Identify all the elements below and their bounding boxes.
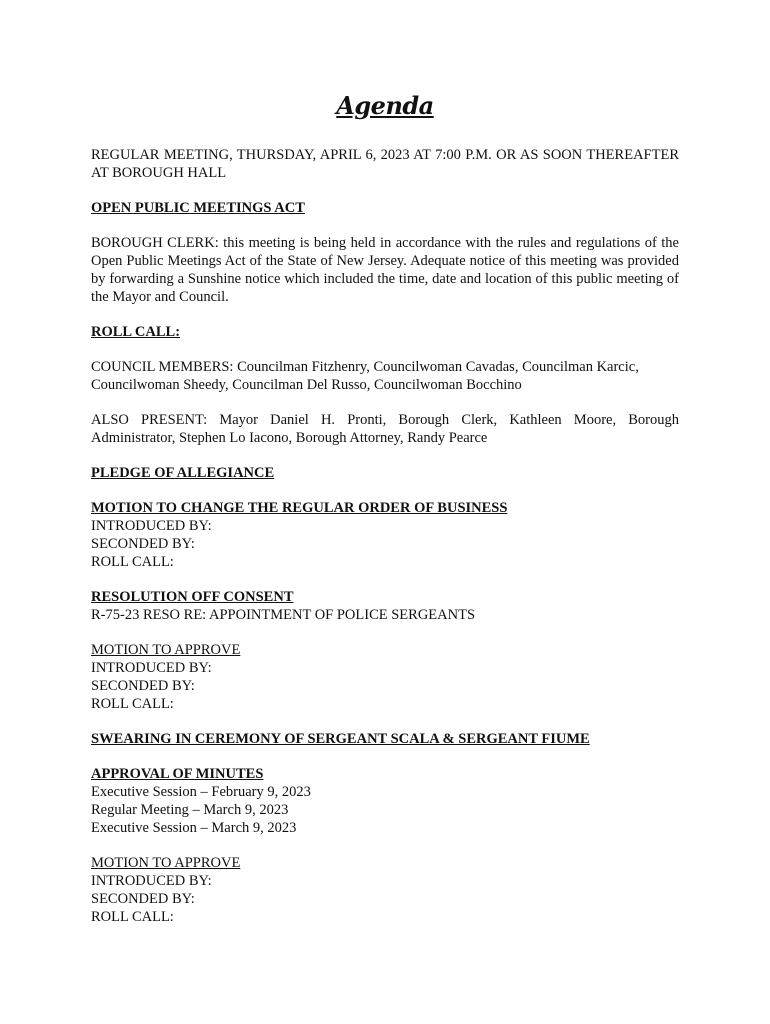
introduced-by: INTRODUCED BY: [91, 518, 212, 534]
seconded-by: SECONDED BY: [91, 536, 195, 552]
introduced-by: INTRODUCED BY: [91, 873, 212, 889]
minutes-item: Regular Meeting – March 9, 2023 [91, 802, 289, 818]
resolution-heading: RESOLUTION OFF CONSENT [91, 589, 294, 605]
motion-approve-section-1 [91, 641, 679, 713]
council-members: COUNCIL MEMBERS: Councilman Fitzhenry, Councilwoman Cavadas, Councilman Karcic, Councilwoman Sheedy, Councilman Del Russo, Councilwoman Bocchino [91, 359, 639, 393]
minutes-item: Executive Session – February 9, 2023 [91, 784, 311, 800]
opma-heading: OPEN PUBLIC MEETINGS ACT [91, 200, 305, 216]
opma-heading-block [91, 199, 679, 217]
page-title: Agenda [336, 91, 434, 120]
motion-approve-heading: MOTION TO APPROVE [91, 642, 241, 658]
opma-text: BOROUGH CLERK: this meeting is being held in accordance with the rules and regulations of the Open Public Meetings Act of the State of New Jersey. Adequate notice of this meeting was provided by forwarding a Sunshine notice which included the time, date and location of this public meeting of the Mayor and Council. [91, 235, 679, 305]
motion-change-section [91, 499, 679, 571]
swearing-heading: SWEARING IN CEREMONY OF SERGEANT SCALA & SERGEANT FIUME [91, 731, 590, 747]
agenda-body [91, 146, 679, 943]
meeting-intro: REGULAR MEETING, THURSDAY, APRIL 6, 2023 AT 7:00 P.M. OR AS SOON THEREAFTER AT BOROUGH HALL [91, 147, 679, 181]
roll-call: ROLL CALL: [91, 554, 174, 570]
resolution-section [91, 588, 679, 624]
swearing-block [91, 730, 679, 748]
minutes-heading: APPROVAL OF MINUTES [91, 766, 264, 782]
seconded-by: SECONDED BY: [91, 678, 195, 694]
roll-call: ROLL CALL: [91, 696, 174, 712]
roll-call-heading-block [91, 323, 679, 341]
minutes-item: Executive Session – March 9, 2023 [91, 820, 297, 836]
seconded-by: SECONDED BY: [91, 891, 195, 907]
motion-approve-heading: MOTION TO APPROVE [91, 855, 241, 871]
introduced-by: INTRODUCED BY: [91, 660, 212, 676]
roll-call-heading: ROLL CALL: [91, 324, 181, 340]
pledge-heading: PLEDGE OF ALLEGIANCE [91, 465, 275, 481]
motion-change-heading: MOTION TO CHANGE THE REGULAR ORDER OF BUSINESS [91, 500, 508, 516]
also-present: ALSO PRESENT: Mayor Daniel H. Pronti, Borough Clerk, Kathleen Moore, Borough Administrator, Stephen Lo Iacono, Borough Attorney, Randy Pearce [91, 412, 679, 446]
pledge-block [91, 464, 679, 482]
roll-call: ROLL CALL: [91, 909, 174, 925]
resolution-item: R-75-23 RESO RE: APPOINTMENT OF POLICE SERGEANTS [91, 607, 476, 623]
motion-approve-section-2 [91, 854, 679, 926]
minutes-section [91, 765, 679, 837]
